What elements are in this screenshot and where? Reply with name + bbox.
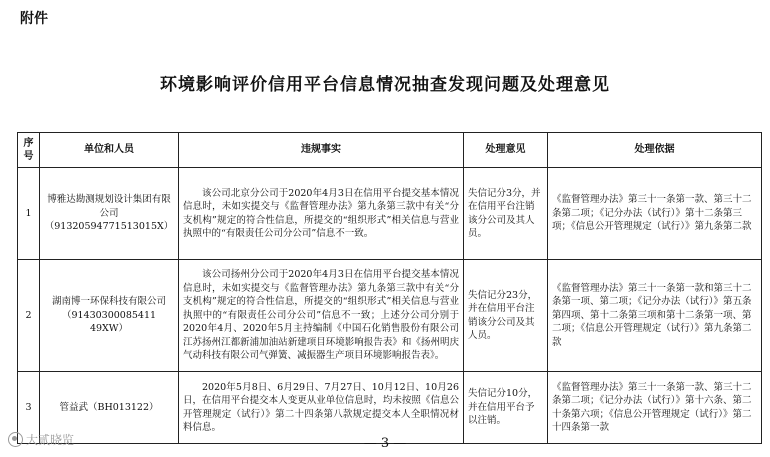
header-unit: 单位和人员 — [40, 133, 179, 168]
cell-basis: 《监督管理办法》第三十一条第一款、第三十二条第二项；《记分办法（试行）》第十二条第三项；《信息公开管理规定（试行）》第九条第二款 — [548, 168, 762, 260]
table-row — [18, 260, 762, 372]
page-title: 环境影响评价信用平台信息情况抽查发现问题及处理意见 — [160, 75, 610, 95]
cell-basis: 《监督管理办法》第三十一条第一款、第三十二条第二项；《记分办法（试行）》第十六条、第二十条第六项；《信息公开管理规定（试行）》第二十四条第一款 — [548, 372, 762, 444]
cell-unit: 湖南博一环保科技有限公司（91430300085411 49XW） — [40, 260, 179, 372]
cell-fact: 该公司北京分公司于2020年4月3日在信用平台提交基本情况信息时，未如实提交与《监督管理办法》第九条第三款中有关“分支机构”规定的符合性信息，所提交的“组织形式”相关信息与营业执照中的“有限责任公司分公司”信息不一致。 — [179, 168, 464, 260]
cell-seq: 3 — [18, 372, 40, 444]
cell-unit: 博雅达勘测规划设计集团有限公司（91320594771513015X） — [40, 168, 179, 260]
cell-fact: 2020年5月8日、6月29日、7月27日、10月12日、10月26日，在信用平台提交本人变更从业单位信息时，均未按照《信息公开管理规定（试行）》第二十四条第八款规定提交本人全职情况材料信息。 — [179, 372, 464, 444]
header-opinion: 处理意见 — [464, 133, 548, 168]
findings-table — [17, 132, 762, 444]
cell-basis: 《监督管理办法》第三十一条第一款和第三十二条第一项、第二项；《记分办法（试行）》第五条第四项、第十二条第三项和第十二条第一项、第二项；《信息公开管理规定（试行）》第九条第二款 — [548, 260, 762, 372]
page-number: — 3 — — [363, 436, 407, 451]
cell-unit: 管益武（BH013122） — [40, 372, 179, 444]
table-header-row — [18, 133, 762, 168]
table-row — [18, 372, 762, 444]
cell-opinion: 失信记分10分，并在信用平台予以注销。 — [464, 372, 548, 444]
watermark-text: 大贰晓览 — [26, 433, 75, 447]
attachment-label: 附件 — [20, 11, 48, 27]
table-row — [18, 168, 762, 260]
header-seq: 序号 — [18, 133, 40, 168]
cell-fact: 该公司扬州分公司于2020年4月3日在信用平台提交基本情况信息时，未如实提交与《监督管理办法》第九条第三款中有关“分支机构”规定的符合性信息，所提交的“组织形式”相关信息与营业执照中的“有限责任公司分公司”信息不一致；上述分公司分别于2020年4月、2020年5月主持编制《中国石化销售股份有限公司江苏扬州江都新浦加油站新建项目环境影响报告表》和《扬州明庆气动科技有限公司气弹簧、减振器生产项目环境影响报告表》。 — [179, 260, 464, 372]
header-basis: 处理依据 — [548, 133, 762, 168]
cell-opinion: 失信记分23分，并在信用平台注销该分公司及其人员。 — [464, 260, 548, 372]
header-fact: 违规事实 — [179, 133, 464, 168]
cell-opinion: 失信记分3分，并在信用平台注销该分公司及其人员。 — [464, 168, 548, 260]
cell-seq: 1 — [18, 168, 40, 260]
cell-seq: 2 — [18, 260, 40, 372]
